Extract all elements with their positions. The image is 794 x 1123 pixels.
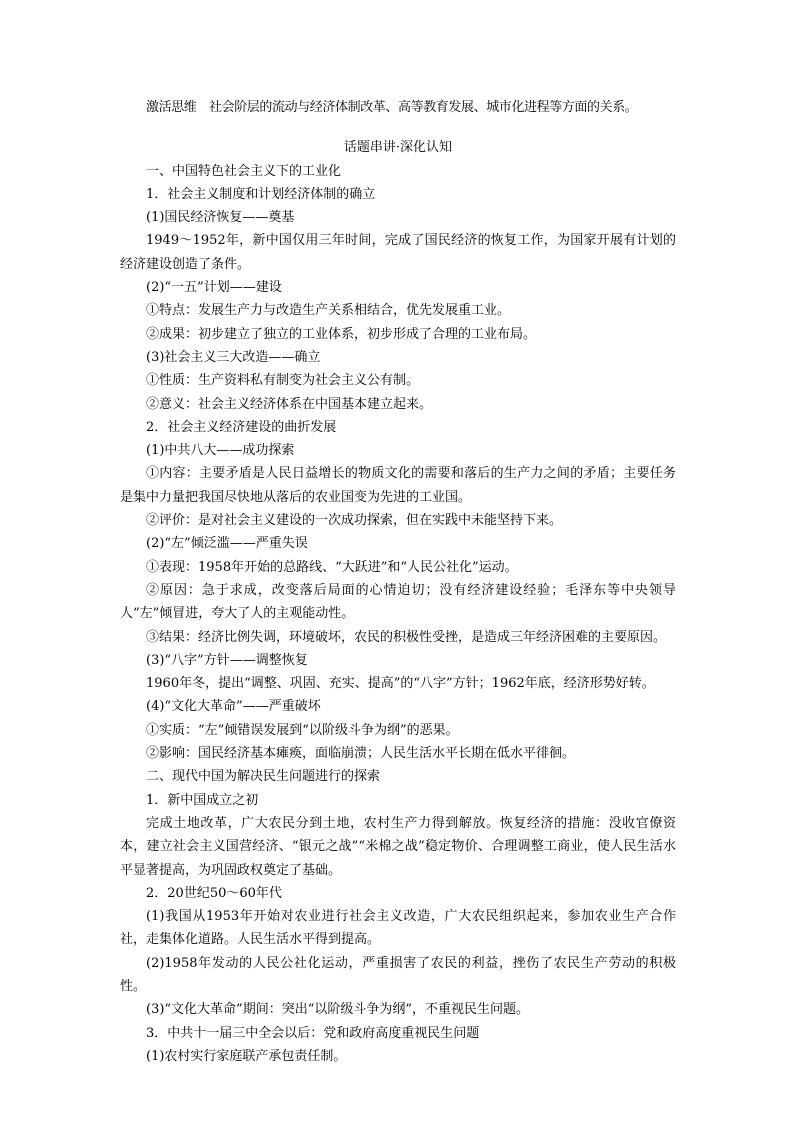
intro-paragraph: 激活思维 社会阶层的流动与经济体制改革、高等教育发展、城市化进程等方面的关系。 [146, 100, 638, 115]
body-paragraph: ②原因：急于求成，改变落后局面的心情迫切；没有经济建设经验；毛泽东等中央领导人“左”倾冒进，夸大了人的主观能动性。 [120, 582, 676, 622]
heading-level3: (1)国民经济恢复——奠基 [146, 210, 295, 226]
text-line: ②评价：是对社会主义建设的一次成功探索，但在实践中未能坚持下来。 [146, 513, 563, 529]
heading-level2: 3．中共十一届三中全会以后：党和政府高度重视民生问题 [146, 1025, 480, 1041]
text-line: ①性质：生产资料私有制变为社会主义公有制。 [146, 373, 420, 389]
body-paragraph: ①内容：主要矛盾是人民日益增长的物质文化的需要和落后的生产力之间的矛盾；主要任务是集中力量把我国尽快地从落后的农业国变为先进的工业国。 [120, 466, 676, 505]
text-line: ①表现：1958年开始的总路线、“大跃进”和“人民公社化”运动。 [146, 559, 518, 575]
heading-level3: (4)“文化大革命”——严重破坏 [146, 699, 321, 715]
document-page [120, 96, 676, 1068]
body-paragraph: 1949～1952年，新中国仅用三年时间，完成了国民经济的恢复工作，为国家开展有计划的经济建设创造了条件。 [120, 233, 676, 272]
heading-level3: (2)“一五”计划——建设 [146, 280, 282, 296]
heading-level3: (3)“八字”方针——调整恢复 [146, 652, 308, 668]
body-paragraph: (2)1958年发动的人民公社化运动，严重损害了农民的利益，挫伤了农民生产劳动的积极性。 [120, 955, 676, 994]
heading-level1: 一、中国特色社会主义下的工业化 [146, 163, 342, 179]
text-line: ②影响：国民经济基本瘫痪，面临崩溃；人民生活水平长期在低水平徘徊。 [146, 746, 576, 762]
text-line: ①特点：发展生产力与改造生产关系相结合，优先发展重工业。 [146, 303, 511, 319]
section-title: 话题串讲·深化认知 [343, 140, 453, 156]
heading-level3: (3)社会主义三大改造——确立 [146, 349, 321, 365]
text-line: ②成果：初步建立了独立的工业体系，初步形成了合理的工业布局。 [146, 326, 537, 342]
heading-level3: (1)中共八大——成功探索 [146, 443, 295, 459]
text-line: (1)农村实行家庭联产承包责任制。 [146, 1048, 347, 1064]
heading-level2: 1．社会主义制度和计划经济体制的确立 [146, 186, 376, 202]
text-line: (3)“文化大革命”期间：突出“以阶级斗争为纲”，不重视民生问题。 [146, 1002, 529, 1018]
body-paragraph: (1)我国从1953年开始对农业进行社会主义改造，广大农民组织起来，参加农业生产合作社，走集体化道路。人民生活水平得到提高。 [120, 909, 676, 948]
body-paragraph: ③结果：经济比例失调，环境破坏，农民的积极性受挫，是造成三年经济困难的主要原因。 [146, 629, 667, 645]
heading-level1: 二、现代中国为解决民生问题进行的探索 [146, 769, 381, 785]
body-paragraph: 完成土地改革，广大农民分到土地，农村生产力得到解放。恢复经济的措施：没收官僚资本，建立社会主义国营经济、“银元之战”“米棉之战”稳定物价、合理调整工商业，使人民生活水平显著提高，为巩固政权奠定了基础。 [120, 815, 676, 878]
body-paragraph: 1960年冬，提出“调整、巩固、充实、提高”的“八字”方针；1962年底，经济形势好转。 [146, 676, 655, 692]
heading-level2: 2．20世纪50～60年代 [146, 885, 282, 901]
heading-level2: 2．社会主义经济建设的曲折发展 [146, 419, 337, 435]
text-line: ②意义：社会主义经济体系在中国基本建立起来。 [146, 396, 433, 412]
heading-level3: (2)“左”倾泛滥——严重失误 [146, 536, 308, 552]
text-line: ①实质：“左”倾错误发展到“以阶级斗争为纲”的恶果。 [146, 722, 459, 738]
heading-level2: 1．新中国成立之初 [146, 792, 259, 808]
